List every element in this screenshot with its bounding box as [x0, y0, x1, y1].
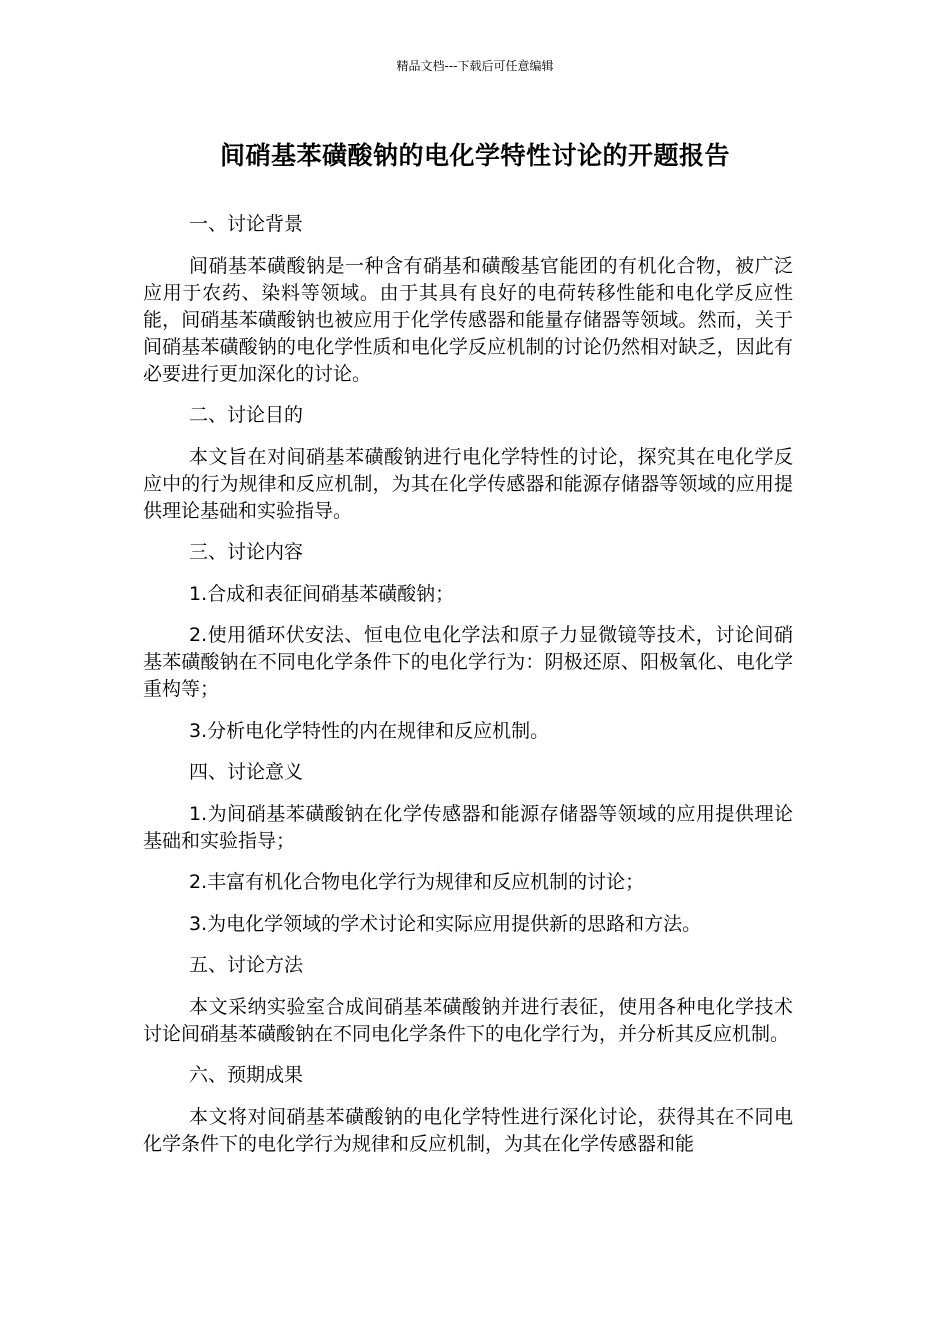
list-item-content-1: 1.合成和表征间硝基苯磺酸钠； — [189, 582, 455, 605]
paragraph-background: 间硝基苯磺酸钠是一种含有硝基和磺酸基官能团的有机化合物，被广泛应用于农药、染料等领域。由于其具有良好的电荷转移性能和电化学反应性能，间硝基苯磺酸钠也被应用于化学传感器和能量存储器等领域。然而，关于间硝基苯磺酸钠的电化学性质和电化学反应机制的讨论仍然相对缺乏，因此有必要进行更加深化的讨论。 — [143, 254, 793, 385]
section-heading-significance: 四、讨论意义 — [189, 761, 304, 783]
list-item-content-3: 3.分析电化学特性的内在规律和反应机制。 — [189, 719, 550, 742]
section-heading-background: 一、讨论背景 — [189, 213, 304, 235]
paragraph-expected-results: 本文将对间硝基苯磺酸钠的电化学特性进行深化讨论，获得其在不同电化学条件下的电化学行为规律和反应机制，为其在化学传感器和能 — [143, 1105, 793, 1155]
section-heading-content: 三、讨论内容 — [189, 541, 304, 563]
list-item-significance-3: 3.为电化学领域的学术讨论和实际应用提供新的思路和方法。 — [189, 912, 702, 935]
list-item-content-2: 2.使用循环伏安法、恒电位电化学法和原子力显微镜等技术，讨论间硝基苯磺酸钠在不同电化学条件下的电化学行为：阴极还原、阳极氧化、电化学重构等； — [143, 624, 793, 700]
document-body — [143, 211, 793, 1172]
paragraph-purpose: 本文旨在对间硝基苯磺酸钠进行电化学特性的讨论，探究其在电化学反应中的行为规律和反应机制，为其在化学传感器和能源存储器等领域的应用提供理论基础和实验指导。 — [143, 445, 793, 522]
list-item-significance-2: 2.丰富有机化合物电化学行为规律和反应机制的讨论； — [189, 871, 645, 893]
header-note: 精品文档---下载后可任意编辑 — [396, 59, 554, 73]
paragraph-method: 本文采纳实验室合成间硝基苯磺酸钠并进行表征，使用各种电化学技术讨论间硝基苯磺酸钠在不同电化学条件下的电化学行为，并分析其反应机制。 — [143, 995, 793, 1045]
list-item-significance-1: 1.为间硝基苯磺酸钠在化学传感器和能源存储器等领域的应用提供理论基础和实验指导； — [143, 802, 793, 852]
document-title: 间硝基苯磺酸钠的电化学特性讨论的开题报告 — [219, 141, 730, 170]
section-heading-purpose: 二、讨论目的 — [189, 404, 304, 426]
section-heading-method: 五、讨论方法 — [189, 954, 304, 976]
section-heading-expected-results: 六、预期成果 — [189, 1064, 304, 1086]
